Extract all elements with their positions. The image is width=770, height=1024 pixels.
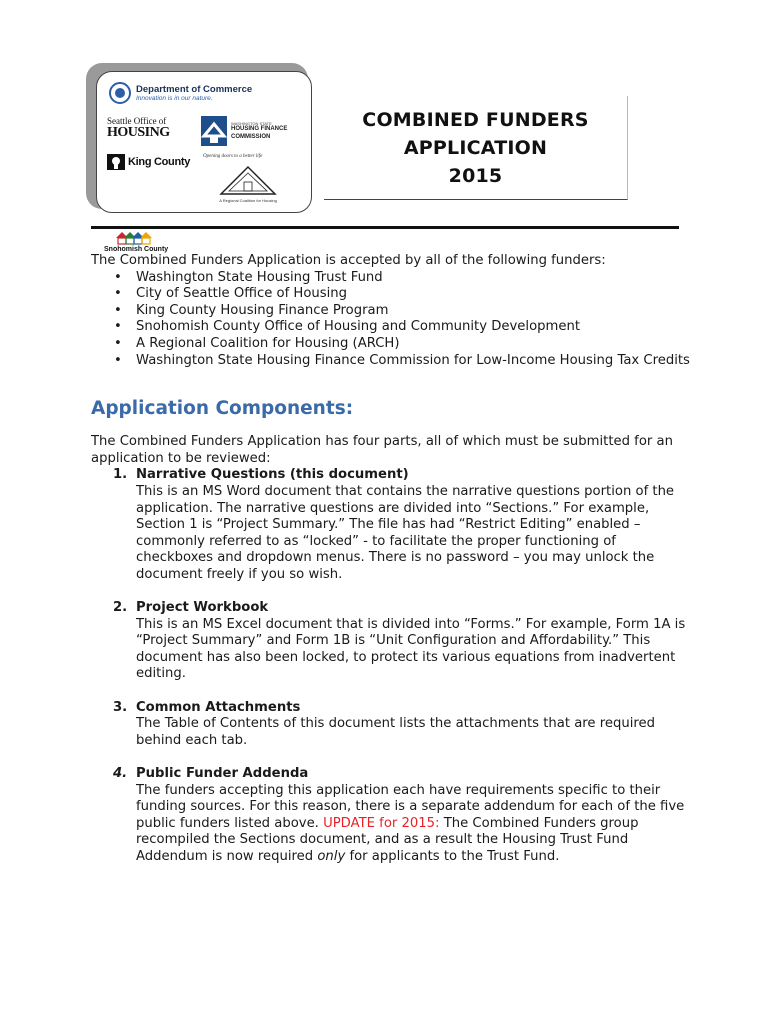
component-item <box>91 766 691 866</box>
component-title: Common Attachments <box>136 699 301 715</box>
components-list <box>91 467 691 865</box>
component-number: 1. <box>113 467 128 483</box>
commerce-logo <box>109 82 252 104</box>
wshfc-tagline: Opening doors to a better life <box>203 154 263 159</box>
component-item <box>91 467 691 583</box>
commerce-seal-icon <box>109 82 131 104</box>
arch-caption: A Regional Coalition for Housing <box>219 198 277 203</box>
component-body: The Table of Contents of this document lists the attachments that are required behind each tab. <box>136 716 655 748</box>
emphasis-only: only <box>317 849 346 864</box>
title-line-1: COMBINED FUNDERS <box>362 108 589 131</box>
bullet-icon: • <box>114 335 122 351</box>
list-item: • A Regional Coalition for Housing (ARCH) <box>114 335 400 351</box>
seattle-housing-logo <box>107 116 170 140</box>
wshfc-tagline-row <box>203 154 262 159</box>
bullet-icon: • <box>114 302 122 318</box>
title-line-2: APPLICATION <box>403 136 548 159</box>
bullet-icon: • <box>114 286 122 302</box>
king-county-logo <box>107 154 190 170</box>
arch-triangle-icon <box>217 164 279 198</box>
wshfc-small-text: WASHINGTON STATE <box>231 121 272 126</box>
component-title: Project Workbook <box>136 600 269 616</box>
commerce-name: Department of Commerce <box>136 83 253 95</box>
component-body: This is an MS Excel document that is divided into “Forms.” For example, Form 1A is “Project Summary” and Form 1B is “Unit Configuration and Affordability.” This document has also been locked, to protect its various equations from inadvertent editing. <box>136 616 686 682</box>
king-county-crown-icon <box>107 154 125 170</box>
intro-paragraph: The Combined Funders Application is accepted by all of the following funders: <box>91 253 606 268</box>
wshfc-logo <box>201 116 287 146</box>
seattle-big-text: HOUSING <box>107 125 170 140</box>
list-item: • City of Seattle Office of Housing <box>114 286 348 302</box>
bullet-icon: • <box>114 352 122 368</box>
document-body <box>91 253 691 882</box>
components-heading: Application Components: <box>91 398 354 420</box>
title-line-3: 2015 <box>448 164 503 187</box>
component-body: This is an MS Word document that contains the narrative questions portion of the application. The narrative questions are divided into “Sections.” For example, Section 1 is “Project Summary.” The file has had “Restrict Editing” enabled –commonly referred to as “locked” - to facilitate the proper functioning of checkboxes and dropdown menus. There is no password – you may unlock the document freely if you so wish. <box>136 483 675 582</box>
funder-logos-panel <box>86 63 308 209</box>
component-title: Public Funder Addenda <box>136 766 309 782</box>
document-title-block <box>324 96 628 200</box>
list-item: • Washington State Housing Finance Commission for Low-Income Housing Tax Credits <box>114 352 690 368</box>
component-number: 4. <box>113 766 128 782</box>
component-item <box>91 600 691 683</box>
header-divider <box>91 226 679 229</box>
component-body: The funders accepting this application each have requirements specific to their funding sources. For this reason, there is a separate addendum for each of the five public funders listed above. UPDATE for 2015: The Combined Funders group recompiled the Sections document, and as a result the Housing Trust Fund Addendum is now required only for applicants to the Trust Fund. <box>136 782 685 864</box>
bullet-icon: • <box>114 319 122 335</box>
snohomish-county-label: Snohomish County <box>104 246 169 253</box>
wshfc-line1: HOUSING FINANCE <box>231 126 288 132</box>
logo-panel-card <box>96 71 312 213</box>
component-number: 3. <box>113 699 128 715</box>
wshfc-line2: COMMISSION <box>231 133 271 140</box>
component-title: Narrative Questions (this document) <box>136 467 409 483</box>
bullet-icon: • <box>114 269 122 285</box>
seattle-small-text: Seattle Office of <box>107 116 167 126</box>
component-item <box>91 700 691 750</box>
arch-logo <box>217 164 279 203</box>
list-item: • Washington State Housing Trust Fund <box>114 269 383 285</box>
list-item: • Snohomish County Office of Housing and Community Development <box>114 319 580 335</box>
update-note: UPDATE for 2015: <box>323 815 440 831</box>
component-number: 2. <box>113 600 128 616</box>
components-intro: The Combined Funders Application has four parts, all of which must be submitted for an application to be reviewed: <box>91 434 673 466</box>
wshfc-house-icon <box>201 116 227 146</box>
commerce-tagline: Innovation is in our nature. <box>136 94 213 102</box>
funders-list <box>91 270 691 370</box>
list-item: • King County Housing Finance Program <box>114 302 389 318</box>
king-county-text: King County <box>128 156 191 168</box>
